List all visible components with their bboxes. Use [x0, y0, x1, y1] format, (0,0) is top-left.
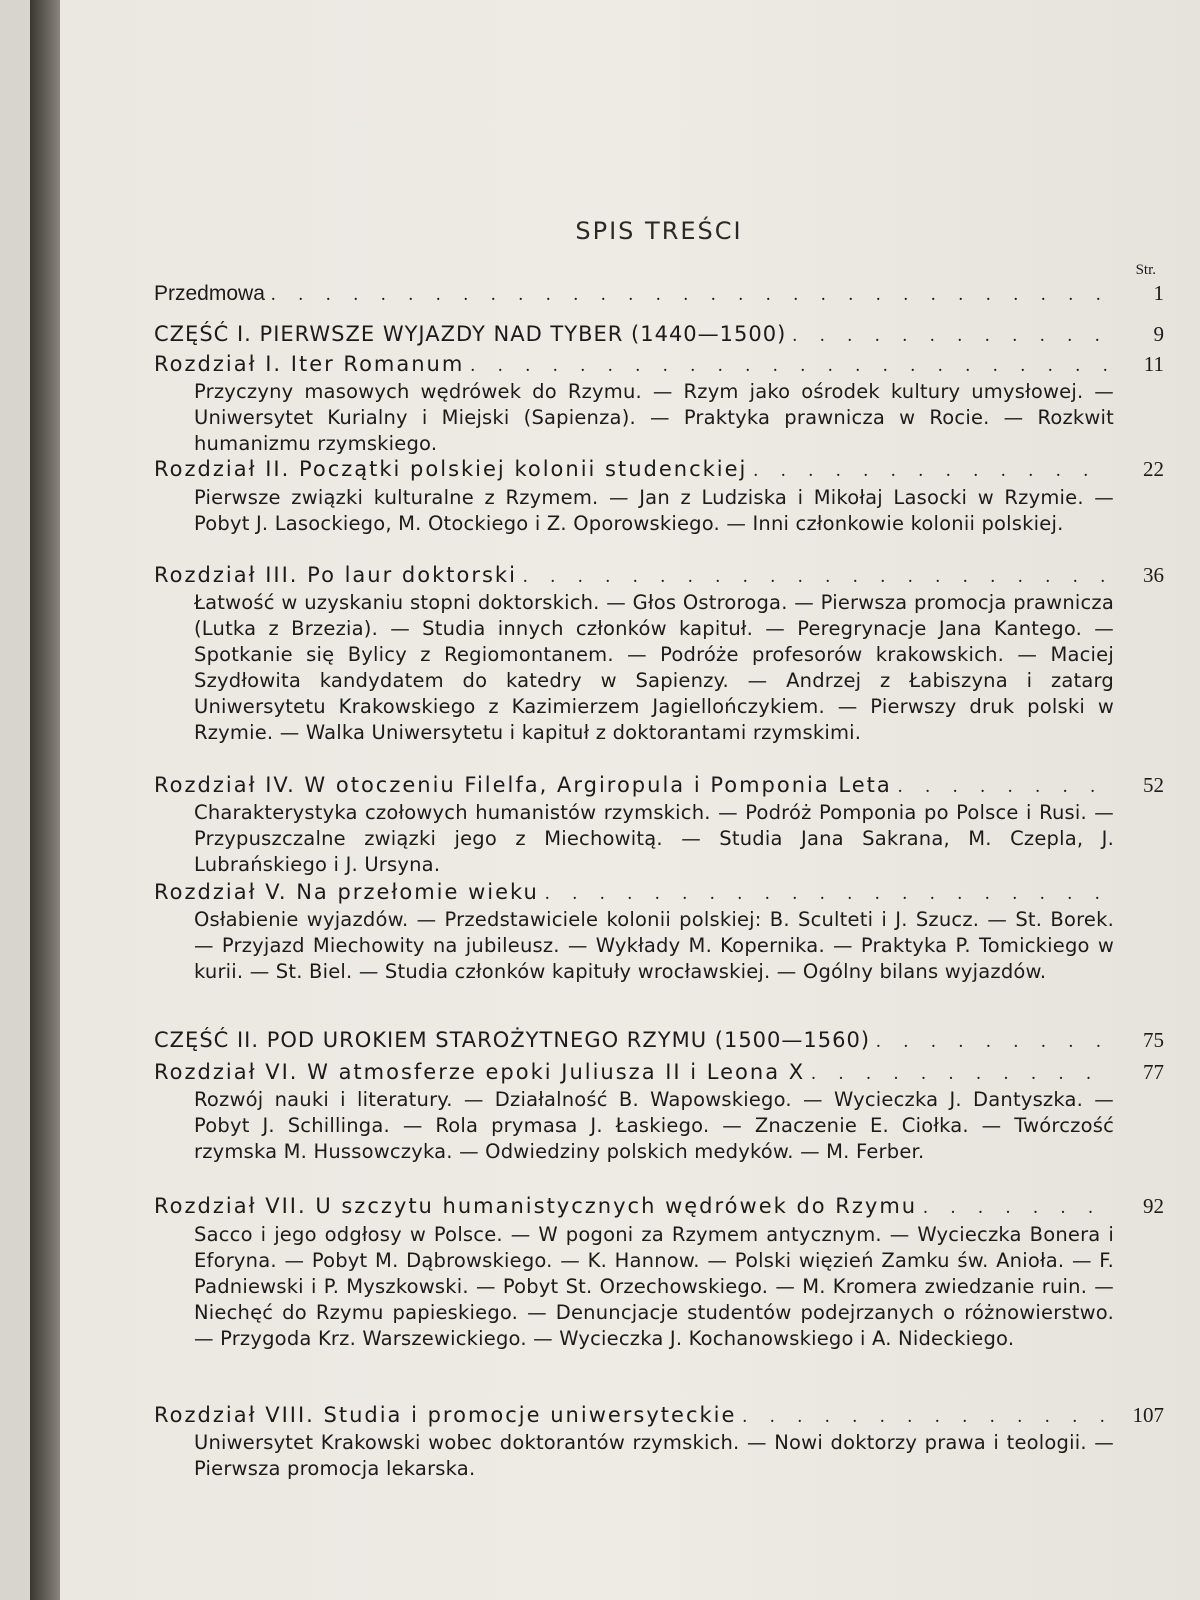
toc-entry-chapter — [154, 352, 1164, 377]
chapter-summary: Sacco i jego odgłosy w Polsce. — W pogoni za Rzymem antycznym. — Wycieczka Bonera i Eforyna. — Pobyt M. Dąbrowskiego. — K. Hannow. — Polski więzień Zamku św. Anioła. — F. Padniewski i P. Myszkowski. — Pobyt St. Orzechowskiego. — M. Kromera zwiedzanie ruin. — Niechęć do Rzymu papieskiego. — Denuncjacje studentów podejrzanych o różnowierstwo. — Przygoda Krz. Warszewickiego. — Wycieczka J. Kochanowskiego i A. Nideckiego. — [194, 1223, 1114, 1350]
chapter-summary: Rozwój nauki i literatury. — Działalność B. Wapowskiego. — Wycieczka J. Dantyszka. — Pobyt J. Schillinga. — Rola prymasa J. Łaskiego. — Znaczenie E. Ciołka. — Twórczość rzymska M. Hussowczyka. — Odwiedziny polskich medyków. — M. Ferber. — [194, 1088, 1114, 1163]
entry-label: Rozdział V. Na przełomie wieku — [154, 880, 539, 904]
entry-page: 11 — [1143, 352, 1164, 376]
entry-label: CZĘŚĆ II. POD UROKIEM STAROŻYTNEGO RZYMU (1500—1560) — [154, 1028, 871, 1052]
entry-label: Rozdział I. Iter Romanum — [154, 352, 465, 376]
toc-entry-preface — [154, 281, 1164, 306]
entry-page: 92 — [1143, 1194, 1164, 1218]
chapter-summary: Pierwsze związki kulturalne z Rzymem. — Jan z Ludziska i Mikołaj Lasocki w Rzymie. — Pobyt J. Lasockiego, M. Otockiego i Z. Oporowskiego. — Inni członkowie kolonii polskiej. — [194, 486, 1114, 535]
leader-dots — [898, 776, 1112, 798]
entry-page: 22 — [1143, 457, 1164, 481]
entry-label: Rozdział II. Początki polskiej kolonii studenckiej — [154, 457, 748, 481]
entry-page: 36 — [1143, 563, 1164, 587]
entry-page: 1 — [1153, 281, 1164, 305]
entry-label: CZĘŚĆ I. PIERWSZE WYJAZDY NAD TYBER (1440—1500) — [154, 322, 787, 346]
toc-entry-chapter — [154, 1060, 1164, 1085]
leader-dots — [545, 883, 1112, 905]
leader-dots — [742, 1406, 1112, 1428]
leader-dots — [753, 460, 1112, 482]
chapter-summary: Charakterystyka czołowych humanistów rzymskich. — Podróż Pomponia po Polsce i Rusi. — Przypuszczalne związki jego z Miechowitą. — Studia Jana Sakrana, M. Czepla, J. Lubrańskiego i J. Ursyna. — [194, 801, 1114, 876]
entry-label: Rozdział VII. U szczytu humanistycznych wędrówek do Rzymu — [154, 1194, 918, 1218]
entry-page: 75 — [1143, 1028, 1164, 1052]
toc-entry-chapter — [154, 880, 1164, 905]
chapter-summary: Łatwość w uzyskaniu stopni doktorskich. — Głos Ostroroga. — Pierwsza promocja prawnicza (Lutka z Brzezia). — Studia innych członków kapituł. — Peregrynacje Jana Kantego. — Spotkanie się Bylicy z Regiomontanem. — Podróże profesorów krakowskich. — Maciej Szydłowita kandydatem do katedry w Sapienzy. — Andrzej z Łabiszyna i zatarg Uniwersytetu Krakowskiego z Kazimierzem Jagiellończykiem. — Pierwszy druk polski w Rzymie. — Walka Uniwersytetu i kapituł z doktorantami rzymskimi. — [194, 591, 1114, 744]
chapter-summary: Osłabienie wyjazdów. — Przedstawiciele kolonii polskiej: B. Sculteti i J. Szucz. — St. Borek. — Przyjazd Miechowity na jubileusz. — Wykłady M. Kopernika. — Praktyka P. Tomickiego w kurii. — St. Biel. — Studia członków kapituły wrocławskiej. — Ogólny bilans wyjazdów. — [194, 908, 1114, 983]
toc-entry-chapter — [154, 457, 1164, 482]
toc-entry-chapter — [154, 563, 1164, 588]
entry-page: 9 — [1153, 322, 1164, 346]
toc-entry-part — [154, 1028, 1164, 1053]
book-spine-edge — [30, 0, 60, 1600]
leader-dots — [792, 325, 1112, 347]
toc-entry-chapter — [154, 1194, 1164, 1219]
leader-dots — [811, 1063, 1112, 1085]
entry-label: Przedmowa — [154, 282, 265, 305]
toc-entry-chapter — [154, 1403, 1164, 1428]
entry-label: Rozdział VI. W atmosferze epoki Juliusza II i Leona X — [154, 1060, 806, 1084]
entry-page: 52 — [1143, 773, 1164, 797]
leader-dots — [271, 284, 1112, 306]
chapter-summary: Przyczyny masowych wędrówek do Rzymu. — Rzym jako ośrodek kultury umysłowej. — Uniwersytet Kurialny i Miejski (Sapienza). — Praktyka prawnicza w Rocie. — Rozkwit humanizmu rzymskiego. — [194, 380, 1114, 455]
chapter-summary: Uniwersytet Krakowski wobec doktorantów rzymskich. — Nowi doktorzy prawa i teologii. — Pierwsza promocja lekarska. — [194, 1431, 1114, 1480]
entry-label: Rozdział III. Po laur doktorski — [154, 563, 517, 587]
leader-dots — [923, 1197, 1112, 1219]
leader-dots — [876, 1031, 1112, 1053]
toc-title: SPIS TREŚCI — [575, 217, 743, 245]
toc-entry-chapter — [154, 773, 1164, 798]
entry-page: 107 — [1132, 1403, 1164, 1427]
leader-dots — [523, 566, 1112, 588]
entry-page: 77 — [1143, 1060, 1164, 1084]
entry-label: Rozdział VIII. Studia i promocje uniwersyteckie — [154, 1403, 737, 1427]
toc-entry-part — [154, 322, 1164, 347]
entry-label: Rozdział IV. W otoczeniu Filelfa, Argiropula i Pomponia Leta — [154, 773, 892, 797]
leader-dots — [470, 355, 1112, 377]
book-page — [30, 0, 1200, 1600]
page-column-label: Str. — [1135, 262, 1156, 278]
